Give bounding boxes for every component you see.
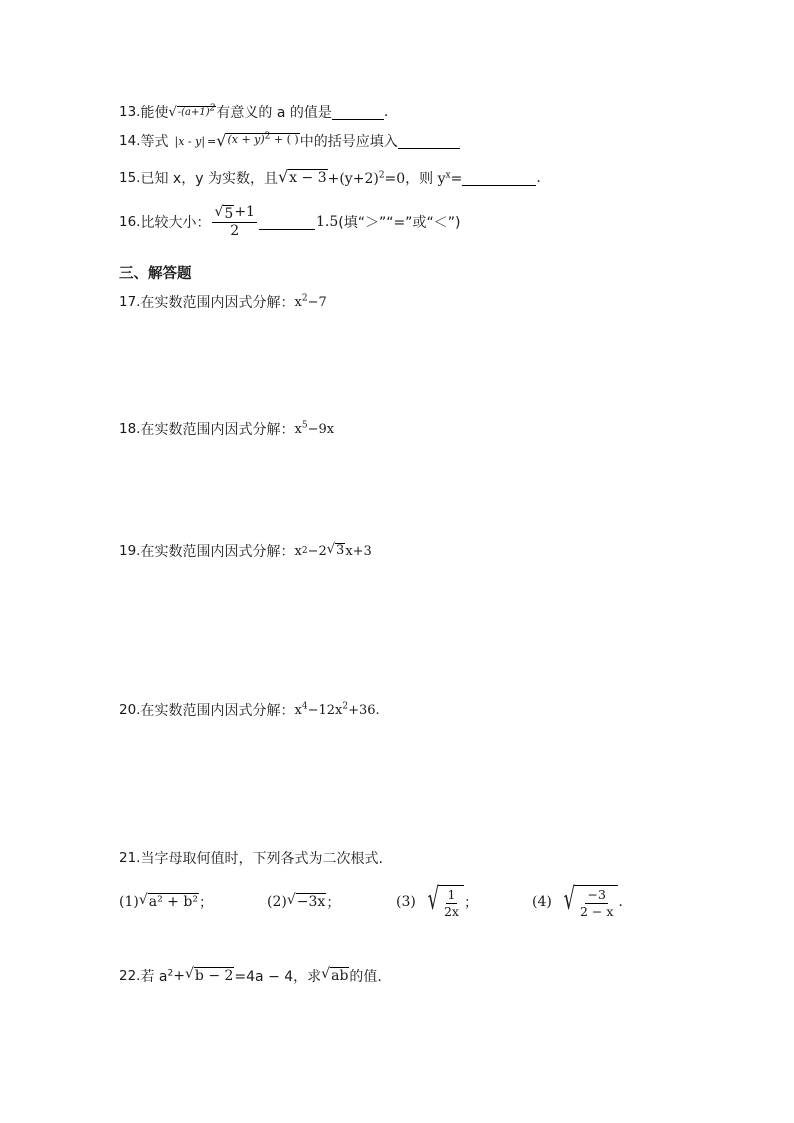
radical-sign-icon: √ xyxy=(321,966,331,983)
radical-expression xyxy=(168,103,216,120)
radical-sign-icon: √ xyxy=(168,104,177,120)
part-3: (3) √ $\frac{1}{2x}$ ； xyxy=(396,881,478,919)
equals-sign: = xyxy=(207,134,217,148)
section-heading: 三、解答题 xyxy=(119,266,192,282)
radical-expression: √ −3x xyxy=(286,892,326,911)
question-text: 中的括号应填入 xyxy=(299,134,398,150)
question-text: 等式 xyxy=(140,134,169,150)
radical-expression: √ b − 2 xyxy=(184,966,234,985)
fraction: $\frac{-3}{2 - x}$ xyxy=(579,886,614,919)
radical-expression: √ ab xyxy=(321,966,349,985)
answer-blank[interactable] xyxy=(398,134,460,149)
radical-sign-icon: √ xyxy=(326,542,336,558)
question-number: 16. xyxy=(119,214,141,231)
part-4: (4) √ $\frac{-3}{2 - x}$ . xyxy=(532,881,623,919)
answer-blank[interactable] xyxy=(332,105,384,120)
question-text: 若 $a^2$ xyxy=(140,968,174,985)
radical-expression: √ a² + b² xyxy=(138,892,198,911)
radical-expression: √ 5 xyxy=(214,204,234,222)
expression: $x^2-7$ xyxy=(294,293,327,310)
question-number: 17. xyxy=(119,294,141,310)
radicand: $(x + y)^2$ + ( ) xyxy=(226,133,299,149)
question-16 xyxy=(119,204,460,241)
radical-expression xyxy=(556,881,619,919)
expression: $+(y+2)^2=0$，则 $y^x=$ xyxy=(327,170,463,187)
denominator: 2 xyxy=(230,223,240,240)
question-22: 22. 若 $a^2$ + √ b − 2 =4a − 4，求 √ ab 的值. xyxy=(119,966,382,985)
answer-blank[interactable] xyxy=(462,171,536,186)
question-number: 15. xyxy=(119,170,141,186)
period: . xyxy=(536,170,541,186)
radical-sign-icon: √ xyxy=(184,966,194,983)
part-label: (1) xyxy=(119,894,139,910)
radical-expression: √ 3 xyxy=(326,542,345,559)
question-18 xyxy=(119,419,334,439)
question-text: 的值. xyxy=(349,969,382,985)
part-1: (1) √ a² + b² ； xyxy=(119,892,213,911)
question-number: 19. xyxy=(119,543,141,559)
expression: $x^4-12x^2+36$. xyxy=(294,701,380,718)
fraction xyxy=(212,204,256,241)
absolute-value: |x - y| xyxy=(174,134,206,148)
question-number: 22. xyxy=(119,968,141,984)
question-15 xyxy=(119,168,541,188)
question-text: 在实数范围内因式分解： xyxy=(140,295,295,311)
question-21 xyxy=(119,848,383,868)
radical-sign-icon: √ xyxy=(563,881,575,917)
expression: x 2 −2 √ 3 x+3 xyxy=(294,542,372,559)
question-text: (填“＞”“=”或“＜”) xyxy=(338,215,461,232)
question-number: 21. xyxy=(119,850,141,866)
question-text: 能使 xyxy=(140,105,169,121)
radicand: x − 3 xyxy=(289,170,327,187)
question-text: 比较大小： xyxy=(140,215,211,232)
question-13 xyxy=(119,102,388,122)
question-text: 在实数范围内因式分解： xyxy=(140,544,295,560)
question-text: 在实数范围内因式分解： xyxy=(140,422,295,438)
question-text: 已知 x，y 为实数，且 xyxy=(140,171,278,187)
part-label: (2) xyxy=(267,894,287,910)
radical-sign-icon: √ xyxy=(214,204,224,220)
radical-expression xyxy=(278,169,328,186)
period: . xyxy=(383,104,389,120)
question-17 xyxy=(119,292,327,312)
question-20 xyxy=(119,700,380,720)
radical-sign-icon: √ xyxy=(277,167,289,187)
question-number: 18. xyxy=(119,421,141,437)
question-number: 13. xyxy=(119,104,141,120)
radical-sign-icon: √ xyxy=(427,881,439,917)
radical-sign-icon: √ xyxy=(216,131,227,150)
answer-blank[interactable] xyxy=(259,215,315,230)
question-21-parts xyxy=(119,880,623,924)
question-number: 14. xyxy=(119,133,141,149)
part-label: (4) xyxy=(532,894,552,910)
fraction: $\frac{1}{2x}$ xyxy=(443,886,459,919)
question-19 xyxy=(119,541,372,561)
radical-sign-icon: √ xyxy=(138,892,148,909)
radical-expression xyxy=(216,133,299,149)
radicand: $-(a+1)^2$ xyxy=(177,103,216,118)
question-text: 在实数范围内因式分解： xyxy=(140,703,295,719)
question-number: 20. xyxy=(119,702,141,718)
question-14 xyxy=(119,131,460,151)
part-label: (3) xyxy=(396,894,416,910)
comparison-value: 1.5 xyxy=(315,214,339,231)
question-text: 当字母取何值时，下列各式为二次根式. xyxy=(140,851,383,867)
expression: $x^5-9x$ xyxy=(294,420,335,437)
question-text: 有意义的 a 的值是 xyxy=(216,105,332,121)
numerator: √ 5 +1 xyxy=(214,204,255,222)
question-text: =4a − 4，求 xyxy=(234,969,322,985)
part-2: (2) √ −3x ； xyxy=(267,892,341,911)
radical-sign-icon: √ xyxy=(286,892,296,909)
